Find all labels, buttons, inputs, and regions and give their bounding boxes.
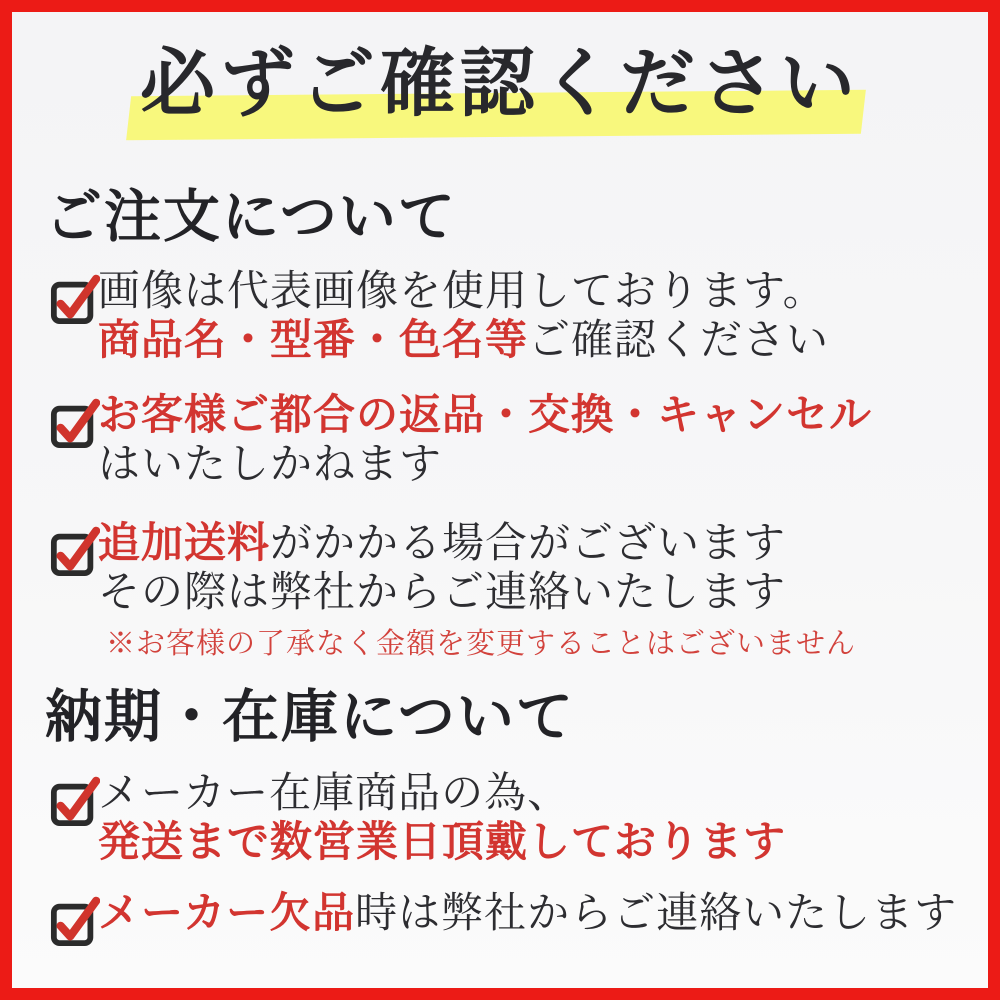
notice-line (98, 817, 968, 866)
text-segment-black: メーカー在庫商品の為、 (98, 768, 571, 817)
notice-item-representative-image (50, 266, 968, 364)
notice-line (98, 439, 968, 488)
notice-line (98, 567, 968, 616)
notice-item-text (98, 518, 968, 660)
text-segment-red: お客様ご都合の返品・交換・キャンセル (98, 390, 873, 439)
text-segment-black: 画像は代表画像を使用しております。 (98, 266, 826, 315)
text-segment-black: がかかる場合がございます (270, 518, 787, 567)
text-segment-red: 発送まで数営業日頂戴しております (98, 817, 787, 866)
notice-item-text (98, 390, 968, 488)
text-segment-black: 時は弊社からご連絡いたします (355, 888, 958, 937)
text-segment-black: はいたしかねます (98, 439, 443, 488)
page-title: 必ずご確認ください (139, 39, 860, 127)
notice-item-text (98, 768, 968, 866)
notice-item-no-returns (50, 390, 968, 488)
checked-checkbox-icon (50, 524, 100, 578)
text-segment-black: ご確認ください (528, 315, 830, 364)
section-heading-stock: 納期・在庫について (45, 683, 575, 750)
checked-checkbox-icon (50, 894, 100, 948)
checked-checkbox-icon (50, 272, 100, 326)
notice-item-text (98, 888, 968, 937)
notice-line (98, 315, 968, 364)
checked-checkbox-icon (50, 396, 100, 450)
notice-line (98, 888, 968, 937)
text-segment-red: 商品名・型番・色名等 (98, 315, 529, 364)
text-segment-red: メーカー欠品 (98, 888, 356, 937)
text-segment-black: その際は弊社からご連絡いたします (98, 567, 787, 616)
section-heading-order: ご注文について (45, 183, 457, 250)
text-segment-red: 追加送料 (98, 518, 271, 567)
notice-line (98, 768, 968, 817)
notice-line (98, 266, 968, 315)
notice-line (98, 518, 968, 567)
checked-checkbox-icon (50, 774, 100, 828)
notice-item-maker-shortage (50, 888, 968, 937)
notice-item-maker-stock (50, 768, 968, 866)
notice-line (98, 390, 968, 439)
notice-footnote: ※お客様の了承なく金額を変更することはございません (106, 626, 857, 660)
notice-item-extra-shipping (50, 518, 968, 660)
notice-item-text (98, 266, 968, 364)
